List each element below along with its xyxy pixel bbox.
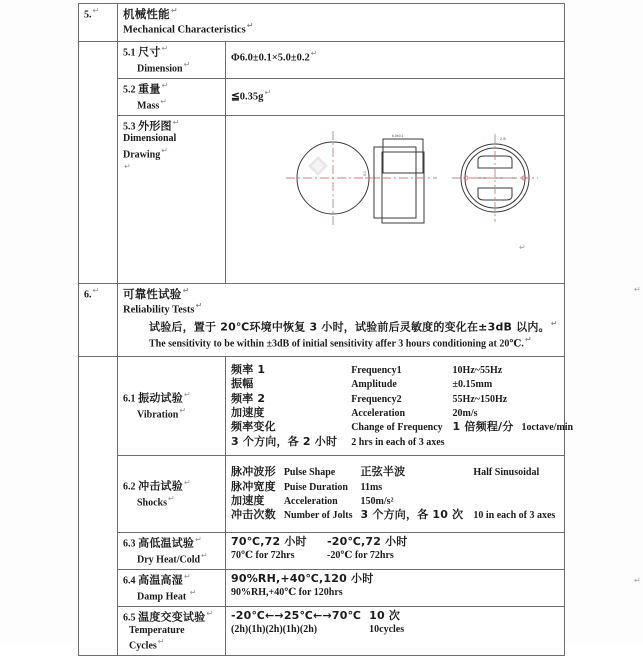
section-5-title-cn: 机械性能: [123, 6, 170, 21]
row-6-5-label-en-wrap: [123, 625, 221, 653]
pilcrow-mark: ↵: [124, 161, 131, 171]
row-6-4-value-cell: [226, 570, 565, 607]
row-5-3-label-en-wrap: [123, 133, 221, 161]
row-5-1-label-cn-wrap: [123, 44, 221, 60]
spacer-cell: [79, 78, 118, 115]
bottom-view-dim: 2-Φ: [500, 137, 506, 141]
pilcrow-mark: ↵: [183, 59, 191, 69]
spacer-cell: [79, 607, 118, 656]
row-6-4-label-cn-wrap: [123, 572, 221, 588]
pilcrow-mark: ↵: [161, 44, 169, 53]
row-6-3-label-cn-wrap: [123, 535, 221, 551]
spacer-cell: [79, 42, 118, 79]
pilcrow-mark: ↵: [92, 286, 100, 295]
pilcrow-mark: ↵: [206, 609, 214, 618]
spec-line-en: Change of Frequency: [351, 422, 443, 434]
section-6-title-cell: [118, 284, 565, 357]
side-view-dim-top: 6.0±0.1: [392, 134, 404, 138]
table-row: [79, 42, 565, 79]
section-6-number-text: 6.: [84, 289, 92, 301]
row-6-2-number: 6.2: [123, 481, 136, 493]
spec-line-value: 2 hrs in each of 3 axes: [351, 436, 445, 448]
spec-line-en: Number of Jolts: [283, 510, 353, 522]
pilcrow-mark: ↵: [189, 587, 197, 597]
spec-line-en: Acceleration: [283, 496, 338, 507]
spacer-cell: [79, 357, 118, 456]
spec-line-cn: 脉冲宽度: [231, 479, 276, 493]
tempcycles-spec-list: [231, 609, 560, 636]
row-5-1-label-en-wrap: [123, 60, 221, 76]
section-5-title-en-wrap: [123, 21, 560, 37]
spec-line-cn: 频率 1: [231, 363, 266, 377]
row-6-2-label-cn: 冲击试验: [138, 479, 183, 493]
pilcrow-mark: ↵: [161, 80, 169, 90]
spec-line: [231, 406, 581, 420]
spec-line-cn: 90%RH,+40℃ for 120hrs: [231, 587, 343, 599]
row-5-3-drawing-cell: [226, 115, 565, 298]
pilcrow-mark: ↵: [634, 576, 641, 585]
row-6-4-number: 6.4: [123, 575, 136, 587]
dampheat-spec-list: [231, 572, 560, 599]
spec-line-cn: 加速度: [231, 494, 265, 507]
spec-line: [231, 420, 581, 434]
section-6-note-en: The sensitivity to be within ±3dB of initial sensitivity affer 3 hours conditioning at 20℃.: [149, 338, 524, 350]
section-5-title-cell: [118, 4, 565, 42]
row-6-3-label-cn: 高低温试验: [138, 536, 195, 550]
row-6-3-value-cell: [226, 533, 565, 570]
row-6-1-label-cn-wrap: [123, 390, 221, 406]
spec-line-value: 3 个方向，各 10 次: [360, 508, 464, 522]
row-6-5-value-cell: [226, 607, 565, 656]
row-6-3-label-en: Dry Heat/Cold: [137, 554, 201, 566]
table-row: [79, 4, 565, 42]
pilcrow-mark: ↵: [195, 301, 203, 311]
row-5-3-number: 5.3: [123, 121, 136, 132]
row-6-1-value-cell: [226, 357, 574, 456]
spec-line-value2: [521, 377, 581, 391]
spec-line-cn: 冲击次数: [231, 508, 276, 522]
table-row: [79, 357, 565, 456]
row-5-3-label-en: Dimensional Drawing: [123, 133, 177, 161]
spec-line: [231, 549, 560, 562]
row-5-2-value-wrap: [231, 81, 560, 104]
row-6-3-label: [118, 533, 226, 570]
pilcrow-mark: ↵: [264, 87, 272, 97]
row-5-2-label-cn-wrap: [123, 81, 221, 97]
spec-line-en: Frequency1: [351, 365, 402, 377]
spec-line-cn: 振幅: [231, 377, 254, 391]
row-6-1-label: [118, 357, 226, 456]
spec-line-cn: 70℃ for 72hrs: [231, 550, 295, 562]
spec-line-value2: [473, 494, 563, 508]
section-6-number: [79, 284, 118, 357]
spec-line-value2: [521, 363, 581, 377]
row-6-4-label-en-wrap: [123, 588, 221, 604]
spec-line-value: 11ms: [360, 481, 383, 493]
row-6-4-label-cn: 高温高湿: [138, 573, 183, 587]
table-row: [79, 78, 565, 115]
row-6-2-label-en-wrap: [123, 494, 221, 510]
spec-line-en: Frequency2: [351, 393, 402, 405]
spec-line: [231, 377, 581, 391]
spec-line: [231, 609, 560, 623]
spec-line: [231, 623, 560, 636]
table-row: [79, 284, 565, 357]
spec-line-value: 正弦半波: [360, 465, 406, 479]
table-row: [79, 570, 565, 607]
row-6-2-label: [118, 456, 226, 533]
table-row: [79, 115, 565, 298]
section-6-title-en-wrap: [123, 301, 560, 317]
row-5-2-label-en-wrap: [123, 97, 221, 113]
pilcrow-mark: ↵: [92, 6, 100, 15]
spec-line-en: Acceleration: [351, 408, 406, 419]
spec-line-value: 1 倍频程/分: [452, 420, 514, 434]
spec-line-value: 10Hz~55Hz: [452, 365, 503, 377]
pilcrow-mark: ↵: [310, 49, 318, 58]
spec-line-cn: 脉冲波形: [231, 465, 276, 479]
spec-line-value: 10 次: [369, 609, 401, 622]
row-5-3-trailing-mark: [123, 162, 221, 178]
table-row: [79, 607, 565, 656]
pilcrow-mark: ↵: [161, 145, 168, 155]
spec-line-en: Amplitude: [351, 379, 397, 391]
pilcrow-mark: ↵: [634, 285, 641, 294]
row-5-1-value: Φ6.0±0.1×5.0±0.2: [231, 52, 310, 64]
spec-line-value: ±0.15mm: [452, 379, 493, 391]
spec-line: [231, 480, 563, 494]
spacer-cell: [79, 456, 118, 533]
spec-line: [231, 586, 560, 599]
dryheat-spec-list: [231, 535, 560, 562]
pilcrow-mark: ↵: [524, 334, 532, 344]
spec-line-value: 55Hz~150Hz: [452, 393, 508, 405]
spec-line-value: 20m/s: [452, 408, 478, 419]
spec-line-en: Puise Duration: [283, 481, 348, 493]
spec-line-cn: 70℃,72 小时: [231, 535, 307, 548]
row-5-1-label: [118, 42, 226, 79]
spec-line-value: 150m/s²: [360, 496, 394, 507]
pilcrow-mark: ↵: [519, 243, 526, 252]
spec-line-cn: 频率变化: [231, 420, 276, 434]
spacer-cell: [79, 115, 118, 298]
row-6-1-number: 6.1: [123, 393, 136, 405]
spec-line-value: 10cycles: [369, 624, 405, 636]
spec-line-cn: 频率 2: [231, 391, 266, 405]
row-5-3-label-cn-wrap: [123, 118, 221, 134]
spec-line-value2: [521, 392, 581, 406]
spec-line: [231, 494, 563, 508]
row-5-2-value-cell: [226, 78, 565, 115]
spec-line-value2: [521, 406, 581, 420]
spec-line-cn: 加速度: [231, 406, 265, 419]
row-5-2-label-cn: 重量: [138, 82, 161, 96]
pilcrow-mark: ↵: [195, 535, 202, 544]
spec-line: [231, 465, 563, 479]
spec-line-value2: 1octave/min: [521, 422, 574, 434]
row-6-2-label-en: Shocks: [137, 497, 168, 509]
section-5-title-en: Mechanical Characteristics: [123, 24, 246, 36]
pilcrow-mark: ↵: [246, 21, 254, 31]
section-6-title-cn-wrap: [123, 286, 560, 301]
section-5-number: 5.↵: [79, 4, 118, 42]
pilcrow-mark: ↵: [183, 572, 191, 581]
spec-line: [231, 535, 560, 549]
row-6-4-label: [118, 570, 226, 607]
pilcrow-mark: ↵: [160, 96, 167, 106]
row-6-1-label-en: Vibration: [137, 409, 179, 421]
vibration-spec-list: [231, 363, 581, 449]
row-6-5-label-cn: 温度交变试验: [138, 610, 206, 624]
table-row: [79, 456, 565, 533]
row-5-1-label-en: Dimension: [137, 63, 183, 75]
spec-line-cn: 90%RH,+40℃,120 小时: [231, 572, 374, 585]
spec-line: [231, 508, 563, 522]
spec-line: [231, 572, 560, 586]
spec-line: [231, 435, 581, 449]
pilcrow-mark: ↵: [183, 478, 191, 488]
pilcrow-mark: ↵: [201, 550, 208, 560]
row-6-4-label-en: Damp Heat: [137, 591, 187, 603]
spec-line-en: Pulse Shape: [283, 467, 336, 479]
pilcrow-mark: ↵: [179, 406, 187, 415]
row-6-2-value-cell: [226, 456, 565, 533]
section-6-title-en: Reliability Tests: [123, 304, 195, 316]
row-5-1-value-wrap: [231, 44, 560, 65]
row-6-5-number: 6.5: [123, 612, 136, 624]
spec-line-cn: -20℃←→25℃←→70℃: [231, 609, 362, 622]
row-6-3-number: 6.3: [123, 538, 136, 550]
row-5-3-label: [118, 115, 226, 298]
pilcrow-mark: ↵: [170, 6, 178, 15]
pilcrow-mark: ↵: [157, 637, 165, 647]
row-6-2-label-cn-wrap: [123, 478, 221, 494]
shocks-spec-list: [231, 465, 563, 522]
pilcrow-mark: ↵: [182, 286, 190, 295]
row-6-5-label-en: Temperature Cycles: [129, 624, 185, 652]
row-6-3-label-en-wrap: [123, 551, 221, 567]
spec-line: [231, 363, 581, 377]
section-6-note-cn: 试验后，置于 20℃环境中恢复 3 小时，试验前后灵敏度的变化在±3dB 以内。: [149, 320, 550, 334]
pilcrow-mark: ↵: [172, 117, 180, 127]
spec-line-value2: 10 in each of 3 axes: [473, 510, 556, 522]
mechanical-characteristics-table: [78, 3, 565, 299]
spec-line-cn: 3 个方向，各 2 小时: [231, 434, 338, 448]
row-5-2-label: [118, 78, 226, 115]
section-6-note-en-wrap: [123, 335, 560, 350]
spacer-cell: [79, 533, 118, 570]
row-6-5-label-cn-wrap: [123, 609, 221, 625]
row-5-2-label-en: Mass: [137, 100, 160, 112]
row-5-1-number: 5.1: [123, 47, 136, 59]
row-6-1-label-en-wrap: [123, 406, 221, 422]
reliability-tests-table: [78, 283, 574, 656]
spec-line-value: -20℃ for 72hrs: [327, 550, 394, 562]
section-5-title-cn-wrap: [123, 6, 560, 21]
spec-line: [231, 392, 581, 406]
row-6-1-label-cn: 振动试验: [138, 391, 183, 405]
spec-line-value2: Half Sinusoidal: [473, 467, 540, 479]
table-row: [79, 533, 565, 570]
spec-line-value: -20℃,72 小时: [327, 535, 408, 548]
spec-line-value2: [473, 480, 563, 494]
pilcrow-mark: ↵: [168, 494, 175, 503]
spacer-cell: [79, 570, 118, 607]
row-5-2-value: ≦0.35g: [231, 91, 264, 103]
row-6-5-label: [118, 607, 226, 656]
side-view-dim-side: 5.0: [363, 171, 367, 176]
row-5-1-value-cell: [226, 42, 565, 79]
row-5-1-label-cn: 尺寸: [138, 45, 161, 59]
row-5-2-number: 5.2: [123, 84, 136, 96]
section-6-title-cn: 可靠性试验: [123, 286, 182, 301]
pilcrow-mark: ↵: [183, 390, 191, 400]
row-5-3-label-cn: 外形图: [138, 119, 172, 132]
section-6-note-cn-wrap: [123, 319, 560, 335]
spec-line-cn: (2h)(1h)(2h)(1h)(2h): [231, 624, 318, 636]
pilcrow-mark: ↵: [550, 319, 558, 329]
